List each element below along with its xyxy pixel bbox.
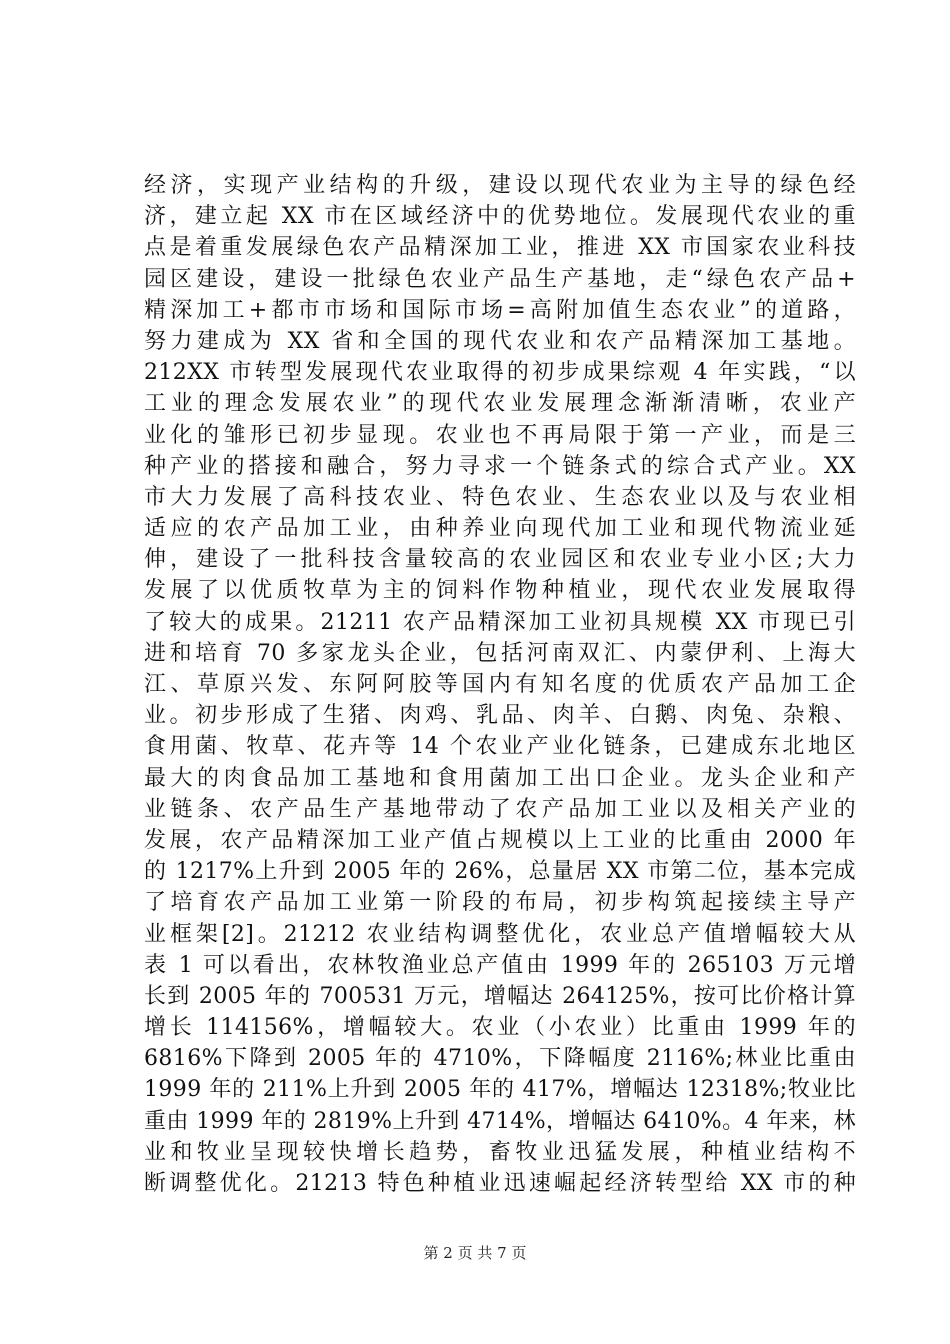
text-line: 断调整优化。21213 特色种植业迅速崛起经济转型给 XX 市的种 bbox=[144, 1171, 856, 1196]
text-line: 济，建立起 XX 市在区域经济中的优势地位。发展现代农业的重 bbox=[144, 204, 856, 230]
text-line: 经济，实现产业结构的升级，建设以现代农业为主导的绿色经 bbox=[144, 173, 856, 198]
text-line: 了培育农产品加工业第一阶段的布局，初步构筑起接续主导产 bbox=[144, 890, 856, 916]
text-line: 食用菌、牧草、花卉等 14 个农业产业化链条，已建成东北地区 bbox=[144, 734, 856, 760]
text-line: 6816%下降到 2005 年的 4710%，下降幅度 2116%;林业比重由 bbox=[144, 1046, 856, 1072]
text-line: 业链条、农产品生产基地带动了农产品加工业以及相关产业的 bbox=[144, 796, 856, 822]
text-line: 业和牧业呈现较快增长趋势，畜牧业迅猛发展，种植业结构不 bbox=[144, 1139, 856, 1165]
text-line: 212XX 市转型发展现代农业取得的初步成果综观 4 年实践，“以 bbox=[144, 360, 856, 386]
text-line: 业框架[2]。21212 农业结构调整优化，农业总产值增幅较大从 bbox=[144, 921, 856, 947]
text-line: 努力建成为 XX 省和全国的现代农业和农产品精深加工基地。 bbox=[144, 328, 856, 354]
text-line: 重由 1999 年的 2819%上升到 4714%，增幅达 6410%。4 年来，林 bbox=[144, 1108, 856, 1134]
page-footer: 第 2 页 共 7 页 bbox=[423, 1244, 527, 1262]
text-line: 业化的雏形已初步显现。农业也不再局限于第一产业，而是三 bbox=[144, 422, 856, 448]
body-text bbox=[144, 170, 856, 1199]
text-line: 精深加工+都市市场和国际市场=高附加值生态农业”的道路， bbox=[144, 297, 856, 323]
text-line: 种产业的搭接和融合，努力寻求一个链条式的综合式产业。XX bbox=[144, 453, 856, 479]
text-line: 1999 年的 211%上升到 2005 年的 417%，增幅达 12318%;牧业比 bbox=[144, 1077, 856, 1103]
text-line: 点是着重发展绿色农产品精深加工业，推进 XX 市国家农业科技 bbox=[144, 235, 856, 261]
text-line: 长到 2005 年的 700531 万元，增幅达 264125%，按可比价格计算 bbox=[144, 983, 856, 1009]
text-line: 的 1217%上升到 2005 年的 26%，总量居 XX 市第二位，基本完成 bbox=[144, 859, 856, 885]
text-line: 适应的农产品加工业，由种养业向现代加工业和现代物流业延 bbox=[144, 516, 856, 542]
text-line: 了较大的成果。21211 农产品精深加工业初具规模 XX 市现已引 bbox=[144, 609, 856, 635]
text-line: 进和培育 70 多家龙头企业，包括河南双汇、内蒙伊利、上海大 bbox=[144, 640, 856, 666]
text-line: 园区建设，建设一批绿色农业产品生产基地，走“绿色农产品+ bbox=[144, 266, 856, 292]
text-line: 工业的理念发展农业”的现代农业发展理念渐渐清晰，农业产 bbox=[144, 391, 856, 417]
text-line: 表 1 可以看出，农林牧渔业总产值由 1999 年的 265103 万元增 bbox=[144, 952, 856, 978]
text-line: 增长 114156%，增幅较大。农业（小农业）比重由 1999 年的 bbox=[144, 1015, 856, 1041]
text-line: 业。初步形成了生猪、肉鸡、乳品、肉羊、白鹅、肉兔、杂粮、 bbox=[144, 703, 856, 729]
text-line: 发展，农产品精深加工业产值占规模以上工业的比重由 2000 年 bbox=[144, 827, 856, 853]
text-line: 市大力发展了高科技农业、特色农业、生态农业以及与农业相 bbox=[144, 484, 856, 510]
text-line: 发展了以优质牧草为主的饲料作物种植业，现代农业发展取得 bbox=[144, 578, 856, 604]
text-line: 伸，建设了一批科技含量较高的农业园区和农业专业小区;大力 bbox=[144, 547, 856, 573]
text-line: 最大的肉食品加工基地和食用菌加工出口企业。龙头企业和产 bbox=[144, 765, 856, 791]
text-line: 江、草原兴发、东阿阿胶等国内有知名度的优质农产品加工企 bbox=[144, 672, 856, 697]
